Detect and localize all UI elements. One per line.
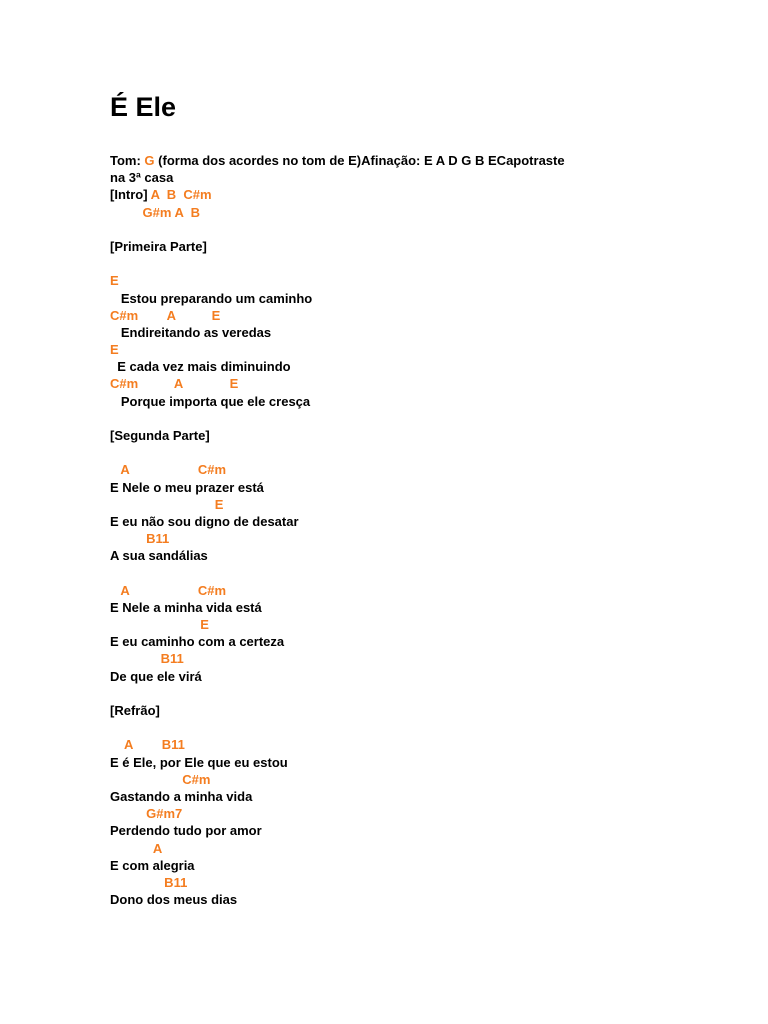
tom-line	[110, 152, 730, 169]
lyric-line: E eu caminho com a certeza	[110, 634, 285, 650]
lyric-line: A sua sandálias	[110, 548, 208, 564]
tom-details: (forma dos acordes no tom de E)Afinação: E A D G B ECapotraste	[154, 153, 565, 168]
spacer	[110, 565, 730, 582]
chord-line: E	[110, 273, 119, 289]
lyric-line: Porque importa que ele cresça	[110, 393, 311, 409]
chord-line: A C#m	[110, 582, 227, 598]
chord-line: A C#m	[110, 462, 227, 478]
chord-line: B11	[110, 651, 184, 667]
chord-line: B11	[110, 531, 170, 547]
spacer	[110, 444, 730, 461]
spacer	[110, 685, 730, 702]
section-label-primeira: [Primeira Parte]	[110, 238, 207, 254]
spacer	[110, 410, 730, 427]
spacer	[110, 719, 730, 736]
lyric-line: E eu não sou digno de desatar	[110, 513, 299, 529]
chord-line: B11	[110, 874, 188, 890]
chord-line: E	[110, 496, 224, 512]
lyric-line: Perdendo tudo por amor	[110, 823, 262, 839]
intro-chords: A B C#m	[150, 187, 212, 203]
intro-line	[110, 186, 730, 203]
tom-key: G	[144, 153, 155, 168]
lyric-line: E cada vez mais diminuindo	[110, 359, 291, 375]
spacer	[110, 255, 730, 272]
intro-label: [Intro]	[110, 187, 151, 203]
chord-line: A B11	[110, 737, 185, 753]
chord-line: C#m A E	[110, 376, 239, 392]
song-sheet	[110, 90, 730, 908]
section-label-segunda: [Segunda Parte]	[110, 428, 210, 443]
chord-line: C#m A E	[110, 307, 221, 323]
spacer	[110, 221, 730, 238]
lyric-line: Estou preparando um caminho	[110, 290, 313, 306]
section-label-refrao: [Refrão]	[110, 703, 160, 718]
lyric-line: De que ele virá	[110, 668, 202, 684]
chord-line: A	[110, 840, 163, 856]
chord-line: E	[110, 617, 209, 633]
intro-chords-line-2: G#m A B	[110, 204, 201, 220]
lyric-line: E com alegria	[110, 857, 195, 873]
lyric-line: Gastando a minha vida	[110, 788, 253, 804]
chord-line: C#m	[110, 771, 211, 787]
lyric-line: Endireitando as veredas	[110, 324, 272, 340]
lyric-line: E é Ele, por Ele que eu estou	[110, 754, 288, 770]
lyric-line: Dono dos meus dias	[110, 892, 238, 908]
lyric-line: E Nele o meu prazer está	[110, 479, 264, 495]
song-title: É Ele	[110, 92, 177, 122]
capo-line: na 3ª casa	[110, 170, 174, 186]
chord-line: G#m7	[110, 806, 183, 822]
lyric-line: E Nele a minha vida está	[110, 599, 262, 615]
tom-label: Tom:	[110, 153, 145, 168]
chord-line: E	[110, 342, 119, 358]
